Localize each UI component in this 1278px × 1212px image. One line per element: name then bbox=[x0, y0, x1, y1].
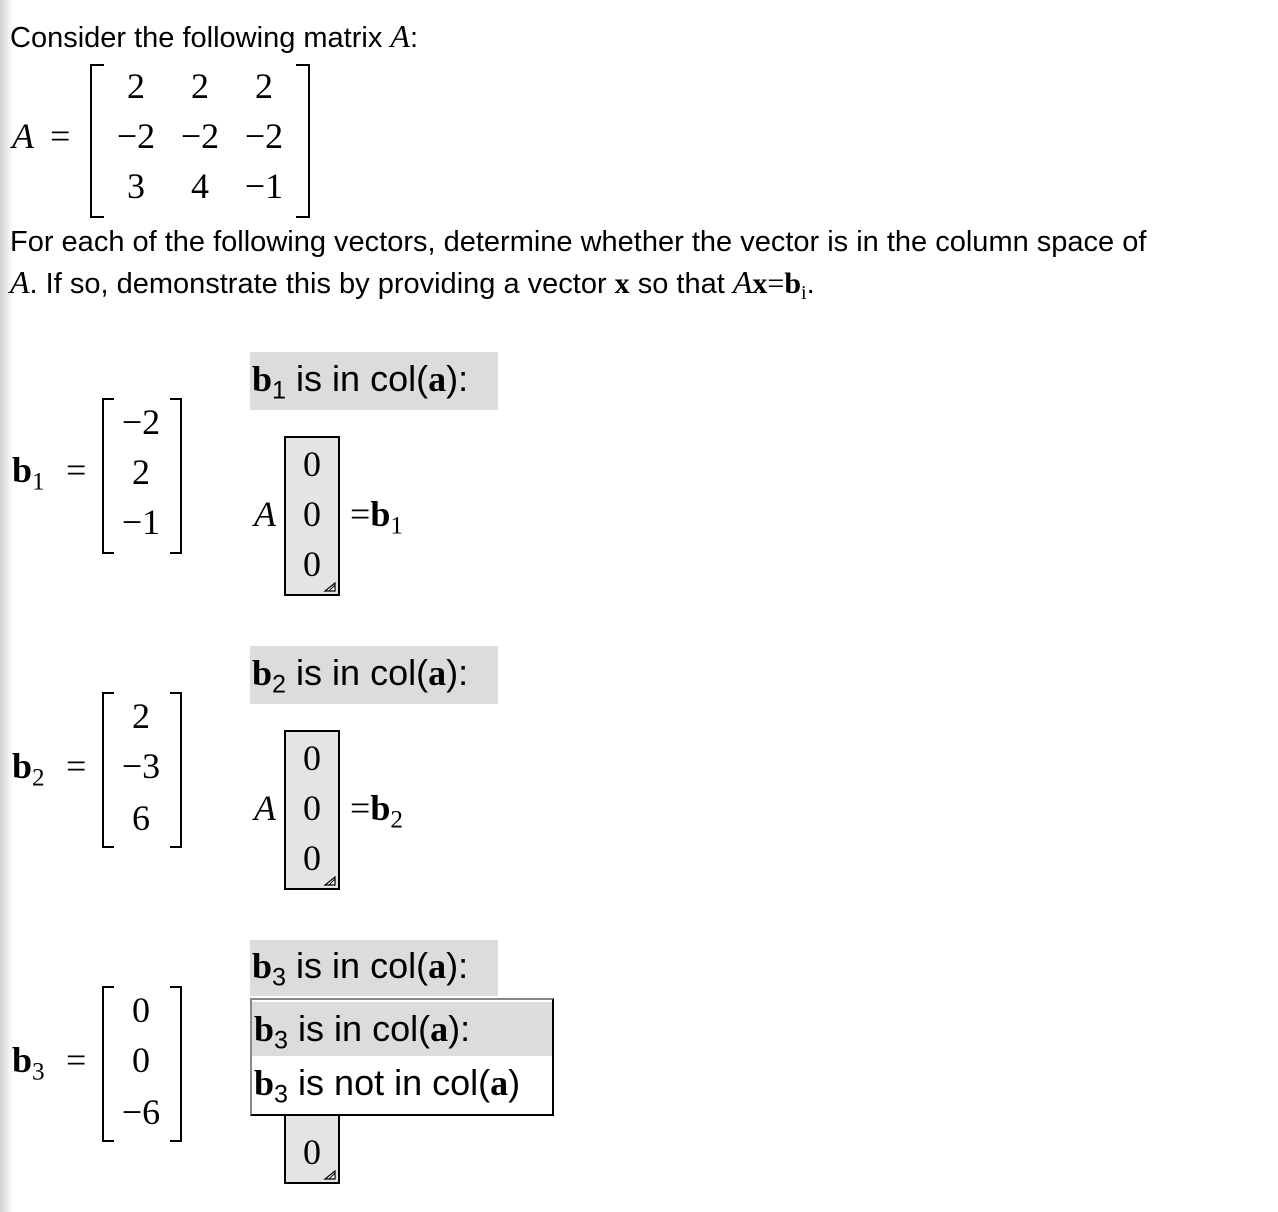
matrix-a-right-bracket bbox=[296, 64, 310, 218]
matrix-a-entry: −2 bbox=[180, 116, 220, 156]
x-entry[interactable]: 0 bbox=[303, 788, 321, 828]
matrix-a-entry: 4 bbox=[191, 166, 209, 206]
vector-b1-entry: −1 bbox=[121, 502, 161, 542]
vector-b2-equals: = bbox=[66, 746, 87, 786]
matrix-a-label: A bbox=[12, 116, 34, 156]
b1-x-vector-input[interactable] bbox=[284, 436, 340, 596]
b2-membership-dropdown[interactable]: $b_2$ is in col(a): bbox=[250, 646, 498, 704]
instructions-line-2: A. If so, demonstrate this by providing a vector x so that $Ax=b_i$. bbox=[10, 264, 815, 304]
option-is-in-col[interactable]: $b_3$ is in col(a): bbox=[252, 1002, 552, 1056]
x-entry[interactable]: 0 bbox=[303, 544, 321, 584]
vector-b1-entry: −2 bbox=[121, 402, 161, 442]
vector-b2-label: $b_2$ bbox=[12, 746, 45, 792]
vector-b3-label: $b_3$ bbox=[12, 1040, 45, 1086]
matrix-a-entry: 3 bbox=[127, 166, 145, 206]
vector-b2-entry: 2 bbox=[132, 696, 150, 736]
matrix-a-left-bracket bbox=[90, 64, 104, 218]
vector-b3-right-bracket bbox=[170, 986, 182, 1142]
vector-b1-label: $b_1$ bbox=[12, 450, 45, 496]
matrix-a-entry: 2 bbox=[191, 66, 209, 106]
matrix-a-entry: 2 bbox=[255, 66, 273, 106]
vector-b3-entry: 0 bbox=[132, 990, 150, 1030]
intro-text: Consider the following matrix A: bbox=[10, 18, 418, 54]
x-entry[interactable]: 0 bbox=[303, 738, 321, 778]
window-edge-shadow bbox=[0, 0, 14, 1212]
x-entry[interactable]: 0 bbox=[303, 444, 321, 484]
x-entry[interactable]: 0 bbox=[303, 1132, 321, 1172]
b2-x-vector-input[interactable] bbox=[284, 730, 340, 890]
matrix-a-entry: −2 bbox=[116, 116, 156, 156]
vector-b1-equals: = bbox=[66, 450, 87, 490]
resize-handle-icon[interactable] bbox=[323, 581, 337, 593]
vector-b2-entry: 6 bbox=[132, 798, 150, 838]
instructions-line-1: For each of the following vectors, determine whether the vector is in the column space of bbox=[10, 226, 1147, 258]
x-entry[interactable]: 0 bbox=[303, 494, 321, 534]
vector-b3-equals: = bbox=[66, 1040, 87, 1080]
vector-b2-right-bracket bbox=[170, 692, 182, 848]
vector-b2-entry: −3 bbox=[121, 746, 161, 786]
vector-b3-entry: −6 bbox=[121, 1092, 161, 1132]
b3-x-vector-input[interactable] bbox=[284, 1110, 340, 1184]
b1-membership-dropdown[interactable]: $b_1$ is in col(a): bbox=[250, 352, 498, 410]
matrix-a-entry: −2 bbox=[244, 116, 284, 156]
option-is-not-in-col[interactable]: $b_3$ is not in col(a) bbox=[254, 1062, 521, 1109]
vector-b1-entry: 2 bbox=[132, 452, 150, 492]
matrix-a-entry: 2 bbox=[127, 66, 145, 106]
matrix-a-equals: = bbox=[50, 116, 71, 156]
resize-handle-icon[interactable] bbox=[323, 1169, 337, 1181]
b1-equation-a: A bbox=[254, 494, 276, 534]
resize-handle-icon[interactable] bbox=[323, 875, 337, 887]
vector-b1-right-bracket bbox=[170, 398, 182, 554]
b2-equation-rhs: $=b_2$ bbox=[350, 788, 403, 834]
x-entry[interactable]: 0 bbox=[303, 838, 321, 878]
vector-b3-entry: 0 bbox=[132, 1040, 150, 1080]
b1-equation-rhs: $=b_1$ bbox=[350, 494, 403, 540]
b3-dropdown-menu[interactable] bbox=[250, 998, 554, 1116]
matrix-a-entry: −1 bbox=[244, 166, 284, 206]
b3-membership-dropdown[interactable]: $b_3$ is in col(a): bbox=[250, 940, 498, 996]
b2-equation-a: A bbox=[254, 788, 276, 828]
